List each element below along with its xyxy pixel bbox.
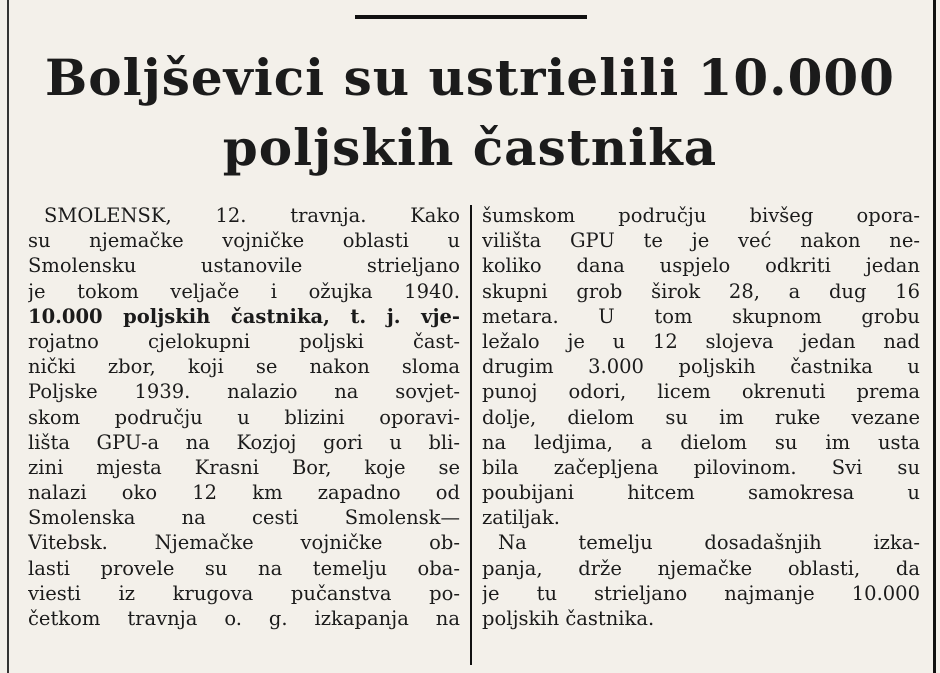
article-column-1 xyxy=(28,203,460,631)
text-line: poubijani hitcem samokresa u xyxy=(482,481,920,505)
text-line: na ledjima, a dielom su im usta xyxy=(482,430,920,454)
text-line: panja, drže njemačke oblasti, da xyxy=(482,556,920,580)
text-line: Smolensku ustanovile strieljano xyxy=(28,254,460,278)
text-line: poljskih častnika. xyxy=(482,607,655,630)
text-line: skupni grob širok 28, a dug 16 xyxy=(482,279,920,303)
text-line: skom području u blizini oporavi- xyxy=(28,405,460,429)
text-line: šumskom području bivšeg opora- xyxy=(482,204,920,227)
top-rule xyxy=(355,15,587,19)
text-line: drugim 3.000 poljskih častnika u xyxy=(482,355,920,379)
text-line: je tokom veljače i ožujka 1940. xyxy=(28,279,460,303)
text-line: viesti iz krugova pučanstva po- xyxy=(28,581,460,605)
text-line: ležalo je u 12 slojeva jedan nad xyxy=(482,329,920,353)
text-line: koliko dana uspjelo odkriti jedan xyxy=(482,254,920,278)
text-line: Vitebsk. Njemačke vojničke ob- xyxy=(28,531,460,555)
text-line: četkom travnja o. g. izkapanja na xyxy=(28,607,460,630)
text-line: nički zbor, koji se nakon sloma xyxy=(28,355,460,379)
text-line: je tu strieljano najmanje 10.000 xyxy=(482,581,920,605)
text-line: zatiljak. xyxy=(482,506,560,530)
text-line: Smolenska na cesti Smolensk— xyxy=(28,506,460,530)
column-divider xyxy=(470,205,472,665)
text-line: vilišta GPU te je već nakon ne- xyxy=(482,229,920,253)
text-line: SMOLENSK, 12. travnja. Kako xyxy=(44,204,460,227)
text-line: punoj odori, licem okrenuti prema xyxy=(482,380,920,404)
text-line: metara. U tom skupnom grobu xyxy=(482,304,920,328)
article-column-2 xyxy=(482,203,920,631)
text-line: zini mjesta Krasni Bor, koje se xyxy=(28,455,460,479)
text-line: dolje, dielom su im ruke vezane xyxy=(482,405,920,429)
text-line: lišta GPU-a na Kozjoj gori u bli- xyxy=(28,430,460,454)
text-line: 10.000 poljskih častnika, t. j. vje- xyxy=(28,304,460,328)
headline-line-1: Boljševici su ustrielili 10.000 xyxy=(45,48,895,107)
text-line: lasti provele su na temelju oba- xyxy=(28,556,460,580)
headline-line-2: poljskih častnika xyxy=(222,118,718,177)
text-line: bila začepljena pilovinom. Svi su xyxy=(482,455,920,479)
text-line: rojatno cjelokupni poljski čast- xyxy=(28,329,460,353)
text-line: nalazi oko 12 km zapadno od xyxy=(28,481,460,505)
text-line: Na temelju dosadašnjih izka- xyxy=(498,531,920,555)
text-line: Poljske 1939. nalazio na sovjet- xyxy=(28,380,460,404)
text-line: su njemačke vojničke oblasti u xyxy=(28,229,460,253)
